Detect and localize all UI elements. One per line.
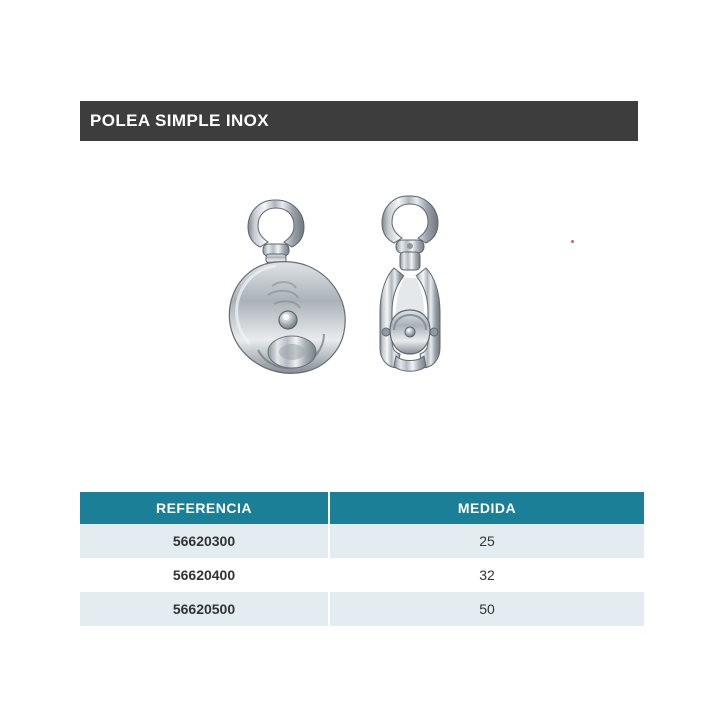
table-row — [80, 558, 644, 592]
specifications-table — [80, 492, 644, 626]
cell-referencia: 56620400 — [80, 558, 329, 592]
cell-medida: 50 — [329, 592, 644, 626]
page-title: POLEA SIMPLE INOX — [90, 111, 270, 130]
product-image — [200, 180, 520, 430]
table-header-row — [80, 492, 644, 524]
cell-medida: 32 — [329, 558, 644, 592]
table-row — [80, 524, 644, 558]
decorative-dot-icon — [571, 240, 574, 243]
product-title-bar — [80, 101, 638, 141]
column-header-medida: MEDIDA — [329, 492, 644, 524]
table-row — [80, 592, 644, 626]
cell-medida: 25 — [329, 524, 644, 558]
cell-referencia: 56620500 — [80, 592, 329, 626]
cell-referencia: 56620300 — [80, 524, 329, 558]
pulley-photo-icon — [200, 180, 520, 430]
column-header-referencia: REFERENCIA — [80, 492, 329, 524]
